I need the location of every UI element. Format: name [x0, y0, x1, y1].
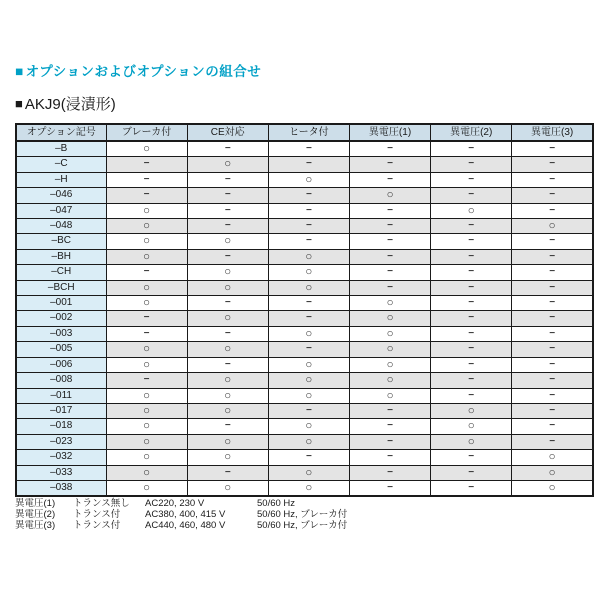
- mark-available-cell: ○: [187, 450, 268, 465]
- mark-none-cell: −: [349, 234, 430, 249]
- option-code-cell: –011: [16, 388, 106, 403]
- option-code-cell: –046: [16, 188, 106, 203]
- column-header: ヒータ付: [268, 124, 349, 141]
- mark-none-cell: −: [512, 434, 593, 449]
- mark-none-cell: −: [187, 357, 268, 372]
- mark-available-cell: ○: [268, 326, 349, 341]
- table-row: [16, 265, 593, 280]
- mark-none-cell: −: [268, 311, 349, 326]
- mark-available-cell: ○: [106, 434, 187, 449]
- mark-none-cell: −: [349, 157, 430, 172]
- mark-none-cell: −: [512, 419, 593, 434]
- mark-none-cell: −: [512, 296, 593, 311]
- mark-none-cell: −: [268, 188, 349, 203]
- option-code-cell: –C: [16, 157, 106, 172]
- table-row: [16, 296, 593, 311]
- mark-none-cell: −: [349, 265, 430, 280]
- mark-none-cell: −: [512, 141, 593, 157]
- mark-available-cell: ○: [431, 403, 512, 418]
- option-code-cell: –BH: [16, 249, 106, 264]
- mark-none-cell: −: [512, 403, 593, 418]
- mark-available-cell: ○: [349, 188, 430, 203]
- mark-available-cell: ○: [512, 450, 593, 465]
- mark-available-cell: ○: [268, 280, 349, 295]
- mark-none-cell: −: [106, 188, 187, 203]
- mark-none-cell: −: [512, 342, 593, 357]
- mark-none-cell: −: [106, 373, 187, 388]
- mark-available-cell: ○: [187, 342, 268, 357]
- note-transformer: トランス付: [73, 509, 121, 520]
- table-row: [16, 419, 593, 434]
- mark-none-cell: −: [431, 141, 512, 157]
- note-transformer: トランス付: [73, 520, 121, 531]
- mark-available-cell: ○: [268, 434, 349, 449]
- option-code-cell: –032: [16, 450, 106, 465]
- mark-none-cell: −: [431, 342, 512, 357]
- section-bullet-icon: ■: [15, 64, 24, 79]
- mark-available-cell: ○: [106, 219, 187, 234]
- mark-none-cell: −: [512, 388, 593, 403]
- option-code-cell: –048: [16, 219, 106, 234]
- mark-available-cell: ○: [187, 157, 268, 172]
- mark-none-cell: −: [268, 234, 349, 249]
- mark-available-cell: ○: [512, 465, 593, 480]
- mark-none-cell: −: [431, 450, 512, 465]
- mark-available-cell: ○: [349, 342, 430, 357]
- mark-none-cell: −: [512, 265, 593, 280]
- mark-none-cell: −: [187, 188, 268, 203]
- section-heading-label: オプションおよびオプションの組合せ: [25, 64, 262, 79]
- option-code-cell: –003: [16, 326, 106, 341]
- mark-available-cell: ○: [512, 480, 593, 496]
- column-header-option-code: オプション記号: [16, 124, 106, 141]
- mark-available-cell: ○: [187, 373, 268, 388]
- note-frequency: 50/60 Hz, ブレーカ付: [257, 509, 348, 520]
- mark-available-cell: ○: [187, 311, 268, 326]
- options-table-body: [16, 141, 593, 496]
- option-code-cell: –005: [16, 342, 106, 357]
- option-code-cell: –008: [16, 373, 106, 388]
- mark-none-cell: −: [349, 419, 430, 434]
- note-voltage: AC440, 460, 480 V: [145, 520, 226, 531]
- option-code-cell: –BC: [16, 234, 106, 249]
- option-code-cell: –006: [16, 357, 106, 372]
- voltage-notes: [15, 498, 347, 531]
- mark-none-cell: −: [512, 373, 593, 388]
- table-row: [16, 234, 593, 249]
- option-code-cell: –H: [16, 172, 106, 187]
- table-row: [16, 203, 593, 218]
- options-table: [15, 123, 594, 497]
- mark-available-cell: ○: [268, 373, 349, 388]
- option-code-cell: –002: [16, 311, 106, 326]
- mark-none-cell: −: [106, 157, 187, 172]
- option-code-cell: –CH: [16, 265, 106, 280]
- option-code-cell: –033: [16, 465, 106, 480]
- table-row: [16, 157, 593, 172]
- column-header: 異電圧(3): [512, 124, 593, 141]
- mark-none-cell: −: [187, 219, 268, 234]
- mark-available-cell: ○: [187, 403, 268, 418]
- mark-none-cell: −: [268, 157, 349, 172]
- mark-none-cell: −: [349, 480, 430, 496]
- mark-available-cell: ○: [106, 249, 187, 264]
- mark-none-cell: −: [431, 157, 512, 172]
- mark-available-cell: ○: [187, 388, 268, 403]
- mark-none-cell: −: [431, 265, 512, 280]
- mark-none-cell: −: [431, 388, 512, 403]
- mark-none-cell: −: [512, 203, 593, 218]
- table-row: [16, 326, 593, 341]
- subsection-heading-label: AKJ9(浸漬形): [24, 96, 116, 113]
- mark-available-cell: ○: [187, 234, 268, 249]
- table-row: [16, 388, 593, 403]
- mark-none-cell: −: [106, 172, 187, 187]
- option-code-cell: –017: [16, 403, 106, 418]
- note-transformer: トランス無し: [73, 498, 130, 509]
- mark-none-cell: −: [268, 403, 349, 418]
- mark-none-cell: −: [187, 296, 268, 311]
- mark-available-cell: ○: [268, 480, 349, 496]
- mark-available-cell: ○: [349, 311, 430, 326]
- mark-none-cell: −: [268, 342, 349, 357]
- mark-none-cell: −: [431, 219, 512, 234]
- mark-none-cell: −: [431, 280, 512, 295]
- table-row: [16, 403, 593, 418]
- table-row: [16, 450, 593, 465]
- mark-none-cell: −: [349, 465, 430, 480]
- mark-none-cell: −: [431, 172, 512, 187]
- mark-none-cell: −: [268, 296, 349, 311]
- mark-none-cell: −: [187, 326, 268, 341]
- mark-available-cell: ○: [431, 419, 512, 434]
- header-row: [16, 124, 593, 141]
- mark-none-cell: −: [187, 249, 268, 264]
- mark-none-cell: −: [431, 480, 512, 496]
- mark-available-cell: ○: [187, 265, 268, 280]
- mark-available-cell: ○: [106, 403, 187, 418]
- table-row: [16, 141, 593, 157]
- column-header: 異電圧(1): [349, 124, 430, 141]
- mark-none-cell: −: [268, 219, 349, 234]
- mark-none-cell: −: [187, 465, 268, 480]
- mark-none-cell: −: [349, 141, 430, 157]
- voltage-note-line: [15, 520, 347, 531]
- table-row: [16, 465, 593, 480]
- mark-available-cell: ○: [349, 388, 430, 403]
- mark-available-cell: ○: [106, 141, 187, 157]
- note-label: 異電圧(2): [15, 509, 56, 520]
- note-voltage: AC380, 400, 415 V: [145, 509, 226, 520]
- note-voltage: AC220, 230 V: [145, 498, 205, 509]
- voltage-note-line: [15, 509, 347, 520]
- table-row: [16, 219, 593, 234]
- table-row: [16, 480, 593, 496]
- mark-available-cell: ○: [431, 434, 512, 449]
- note-label: 異電圧(3): [15, 520, 56, 531]
- subsection-bullet-icon: ■: [15, 96, 23, 111]
- option-code-cell: –047: [16, 203, 106, 218]
- column-header: 異電圧(2): [431, 124, 512, 141]
- mark-available-cell: ○: [106, 234, 187, 249]
- column-header: CE対応: [187, 124, 268, 141]
- mark-available-cell: ○: [268, 249, 349, 264]
- mark-none-cell: −: [431, 373, 512, 388]
- mark-available-cell: ○: [187, 434, 268, 449]
- mark-none-cell: −: [349, 280, 430, 295]
- option-code-cell: –038: [16, 480, 106, 496]
- subsection-heading: [15, 93, 116, 114]
- note-frequency: 50/60 Hz: [257, 498, 296, 509]
- mark-available-cell: ○: [106, 296, 187, 311]
- mark-none-cell: −: [512, 357, 593, 372]
- mark-available-cell: ○: [106, 280, 187, 295]
- table-row: [16, 357, 593, 372]
- column-header: ブレーカ付: [106, 124, 187, 141]
- mark-none-cell: −: [106, 265, 187, 280]
- mark-available-cell: ○: [106, 480, 187, 496]
- table-row: [16, 249, 593, 264]
- mark-available-cell: ○: [349, 357, 430, 372]
- mark-none-cell: −: [187, 172, 268, 187]
- mark-available-cell: ○: [106, 465, 187, 480]
- note-frequency: 50/60 Hz, ブレーカ付: [257, 520, 348, 531]
- mark-none-cell: −: [187, 203, 268, 218]
- mark-none-cell: −: [187, 419, 268, 434]
- mark-none-cell: −: [431, 249, 512, 264]
- option-code-cell: –001: [16, 296, 106, 311]
- mark-none-cell: −: [349, 249, 430, 264]
- mark-none-cell: −: [268, 141, 349, 157]
- mark-none-cell: −: [431, 311, 512, 326]
- table-row: [16, 188, 593, 203]
- mark-available-cell: ○: [512, 219, 593, 234]
- mark-available-cell: ○: [349, 296, 430, 311]
- mark-none-cell: −: [431, 465, 512, 480]
- note-label: 異電圧(1): [15, 498, 56, 509]
- mark-none-cell: −: [268, 450, 349, 465]
- section-heading: [15, 60, 261, 80]
- mark-available-cell: ○: [349, 373, 430, 388]
- mark-none-cell: −: [512, 188, 593, 203]
- mark-none-cell: −: [431, 357, 512, 372]
- mark-none-cell: −: [349, 450, 430, 465]
- table-row: [16, 311, 593, 326]
- mark-available-cell: ○: [268, 265, 349, 280]
- mark-none-cell: −: [349, 172, 430, 187]
- mark-none-cell: −: [512, 326, 593, 341]
- mark-none-cell: −: [349, 219, 430, 234]
- mark-none-cell: −: [349, 434, 430, 449]
- mark-none-cell: −: [512, 249, 593, 264]
- options-table-header: [16, 124, 593, 141]
- mark-none-cell: −: [512, 280, 593, 295]
- mark-none-cell: −: [431, 234, 512, 249]
- option-code-cell: –BCH: [16, 280, 106, 295]
- mark-available-cell: ○: [268, 357, 349, 372]
- table-row: [16, 342, 593, 357]
- mark-none-cell: −: [349, 203, 430, 218]
- mark-none-cell: −: [106, 326, 187, 341]
- mark-available-cell: ○: [268, 465, 349, 480]
- mark-available-cell: ○: [106, 388, 187, 403]
- mark-available-cell: ○: [349, 326, 430, 341]
- mark-none-cell: −: [512, 157, 593, 172]
- option-code-cell: –018: [16, 419, 106, 434]
- mark-available-cell: ○: [431, 203, 512, 218]
- mark-none-cell: −: [106, 311, 187, 326]
- table-row: [16, 280, 593, 295]
- mark-none-cell: −: [512, 172, 593, 187]
- mark-none-cell: −: [512, 311, 593, 326]
- mark-available-cell: ○: [106, 203, 187, 218]
- mark-available-cell: ○: [106, 419, 187, 434]
- mark-available-cell: ○: [106, 357, 187, 372]
- mark-available-cell: ○: [106, 342, 187, 357]
- mark-available-cell: ○: [187, 280, 268, 295]
- mark-available-cell: ○: [268, 388, 349, 403]
- mark-available-cell: ○: [106, 450, 187, 465]
- table-row: [16, 373, 593, 388]
- mark-none-cell: −: [431, 326, 512, 341]
- table-row: [16, 434, 593, 449]
- mark-available-cell: ○: [268, 172, 349, 187]
- mark-none-cell: −: [268, 203, 349, 218]
- mark-available-cell: ○: [187, 480, 268, 496]
- mark-none-cell: −: [431, 296, 512, 311]
- voltage-note-line: [15, 498, 347, 509]
- table-row: [16, 172, 593, 187]
- mark-none-cell: −: [512, 234, 593, 249]
- mark-available-cell: ○: [268, 419, 349, 434]
- mark-none-cell: −: [187, 141, 268, 157]
- mark-none-cell: −: [349, 403, 430, 418]
- mark-none-cell: −: [431, 188, 512, 203]
- option-code-cell: –023: [16, 434, 106, 449]
- option-code-cell: –B: [16, 141, 106, 157]
